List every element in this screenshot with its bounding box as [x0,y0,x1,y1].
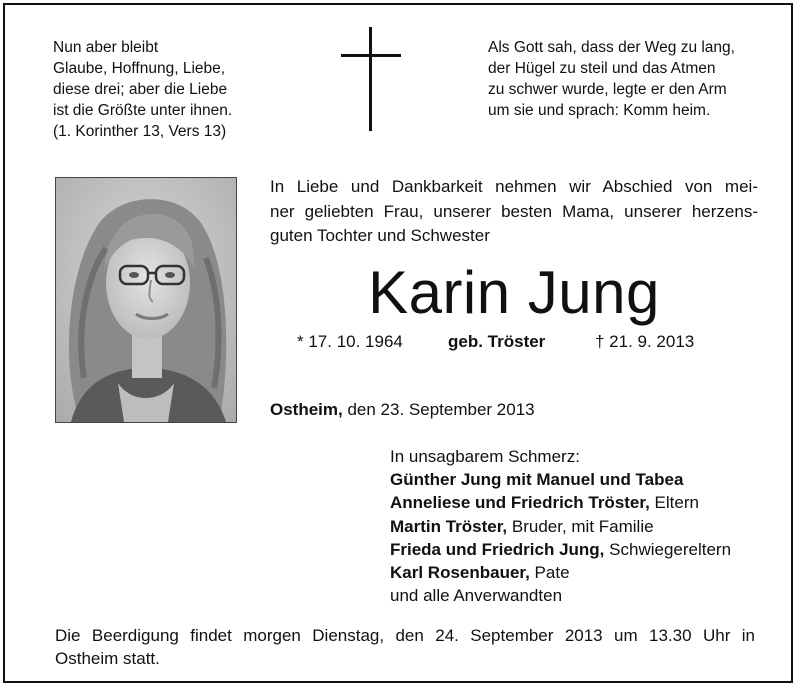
place-city: Ostheim, [270,400,343,419]
mourners-intro: In unsagbarem Schmerz: [390,447,580,466]
obituary-frame [3,3,793,683]
mourner-relation: Schwiegereltern [604,539,732,559]
mourner-name: Günther Jung mit Manuel und Tabea [390,470,684,490]
deceased-name: Karin Jung [368,259,660,326]
mourner-entry [390,491,731,514]
mourner-relation: Pate [529,563,570,583]
verse-line: zu schwer wurde, legte er den Arm [488,81,727,98]
verse-line: Als Gott sah, dass der Weg zu lang, [488,39,735,56]
mourner-name: Anneliese und Friedrich Tröster, [390,493,650,513]
verse-line: ist die Größte unter ihnen. [53,102,233,119]
mourner-name: Martin Tröster, [390,516,508,536]
birth-date: * 17. 10. 1964 [297,332,403,351]
poem-verse [488,37,778,121]
funeral-line: Die Beerdigung findet morgen Dienstag, den 24. September 2013 um 13.30 Uhr in [55,626,755,645]
mourner-entry [390,515,731,538]
verse-line: der Hügel zu steil und das Atmen [488,60,716,77]
portrait-photo [55,177,237,423]
mourner-entry [390,468,731,491]
bible-verse [53,37,283,142]
maiden-name: geb. Tröster [448,332,546,351]
intro-line: ner geliebten Frau, unserer besten Mama, unserer herzens- [270,201,758,221]
mourner-entry [390,561,731,584]
mourners-outro: und alle Anverwandten [390,586,563,606]
place-date [270,399,535,421]
verse-line: (1. Korinther 13, Vers 13) [53,123,227,140]
mourner-entry [390,538,731,561]
mourner-relation: Bruder, mit Familie [507,516,654,536]
intro-line: guten Tochter und Schwester [270,226,490,245]
intro-line: In Liebe und Dankbarkeit nehmen wir Abschied von mei- [270,177,758,196]
funeral-notice [55,624,755,670]
funeral-line: Ostheim statt. [55,649,160,668]
mourner-name: Frieda und Friedrich Jung, [390,539,605,559]
place-date-text: den 23. September 2013 [342,400,535,419]
verse-line: Nun aber bleibt [53,39,159,56]
mourner-name: Karl Rosenbauer, [390,563,530,583]
intro-text [270,175,758,249]
cross-icon [341,27,401,131]
verse-line: um sie und sprach: Komm heim. [488,102,711,119]
verse-line: diese drei; aber die Liebe [53,81,228,98]
mourner-relation: Eltern [649,493,699,513]
death-date: † 21. 9. 2013 [595,332,695,351]
verse-line: Glaube, Hoffnung, Liebe, [53,60,226,77]
mourners-list [390,445,731,607]
